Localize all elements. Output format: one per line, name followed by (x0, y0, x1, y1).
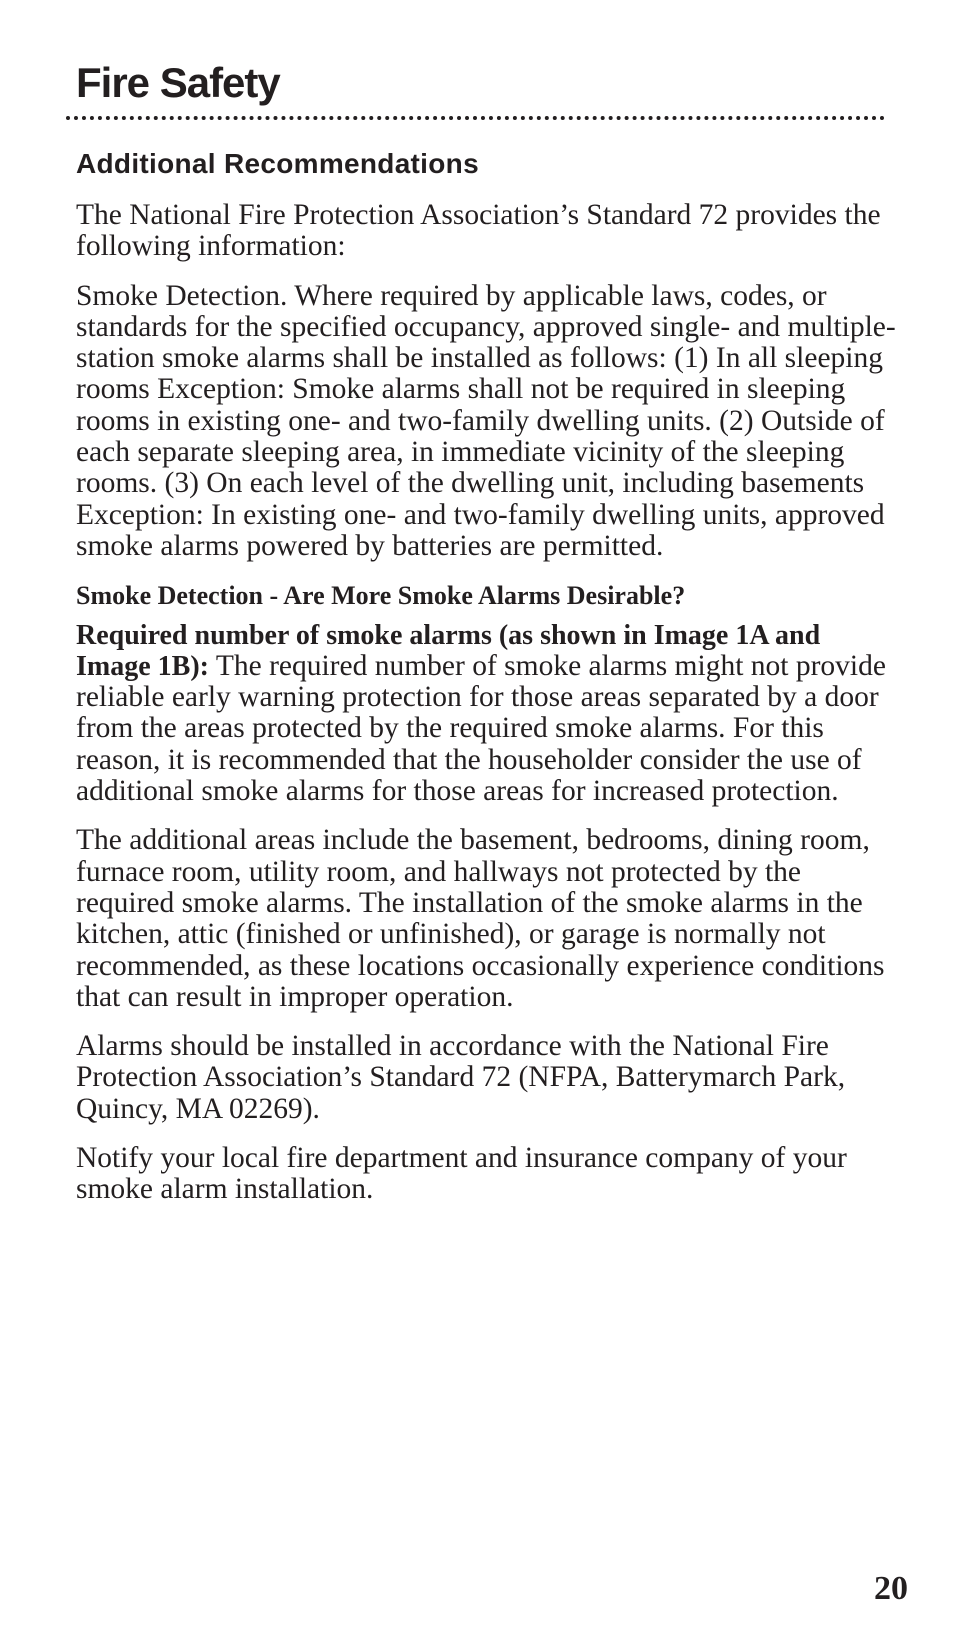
page-title: Fire Safety (76, 59, 280, 106)
intro-paragraph: The National Fire Protection Association’s Standard 72 provides the following information: (76, 199, 881, 263)
required-alarms-lead: Required number of smoke alarms (as shown in Image 1A and Image 1B): (76, 619, 821, 682)
notify-paragraph: Notify your local fire department and insurance company of your smoke alarm installation. (76, 1142, 847, 1206)
required-alarms-paragraph (76, 620, 896, 808)
additional-areas-paragraph: The additional areas include the basement, bedrooms, dining room, furnace room, utility room, and hallways not protected by the required smoke alarms. The installation of the smoke alarms in the kitchen, attic (finished or unfinished), or garage is normally not recommended, as these locations occasionally experience conditions that can result in improper operation. (76, 824, 885, 1013)
body-content (76, 200, 896, 1224)
smoke-detection-paragraph: Smoke Detection. Where required by applicable laws, codes, or standards for the specified occupancy, approved single- and multiple-station smoke alarms shall be installed as follows: (1) In all sleeping rooms Exception: Smoke alarms shall not be required in sleeping rooms in existing one- and two-family dwelling units. (2) Outside of each separate sleeping area, in immediate vicinity of the sleeping rooms. (3) On each level of the dwelling unit, including basements Exception: In existing one- and two-family dwelling units, approved smoke alarms powered by batteries are permitted. (76, 279, 896, 562)
dotted-divider (66, 116, 885, 120)
section-heading: Additional Recommendations (76, 148, 479, 179)
installation-standard-paragraph: Alarms should be installed in accordance with the National Fire Protection Association’s Standard 72 (NFPA, Batterymarch Park, Quincy, MA 02269). (76, 1030, 846, 1125)
subheading: Smoke Detection - Are More Smoke Alarms Desirable? (76, 581, 686, 611)
required-alarms-text: The required number of smoke alarms might not provide reliable early warning protection for those areas separated by a door from the areas protected by the required smoke alarms. For this reason, it is recommended that the householder consider the use of additional smoke alarms for those areas for increased protection. (76, 649, 886, 808)
page-number: 20 (874, 1570, 908, 1607)
